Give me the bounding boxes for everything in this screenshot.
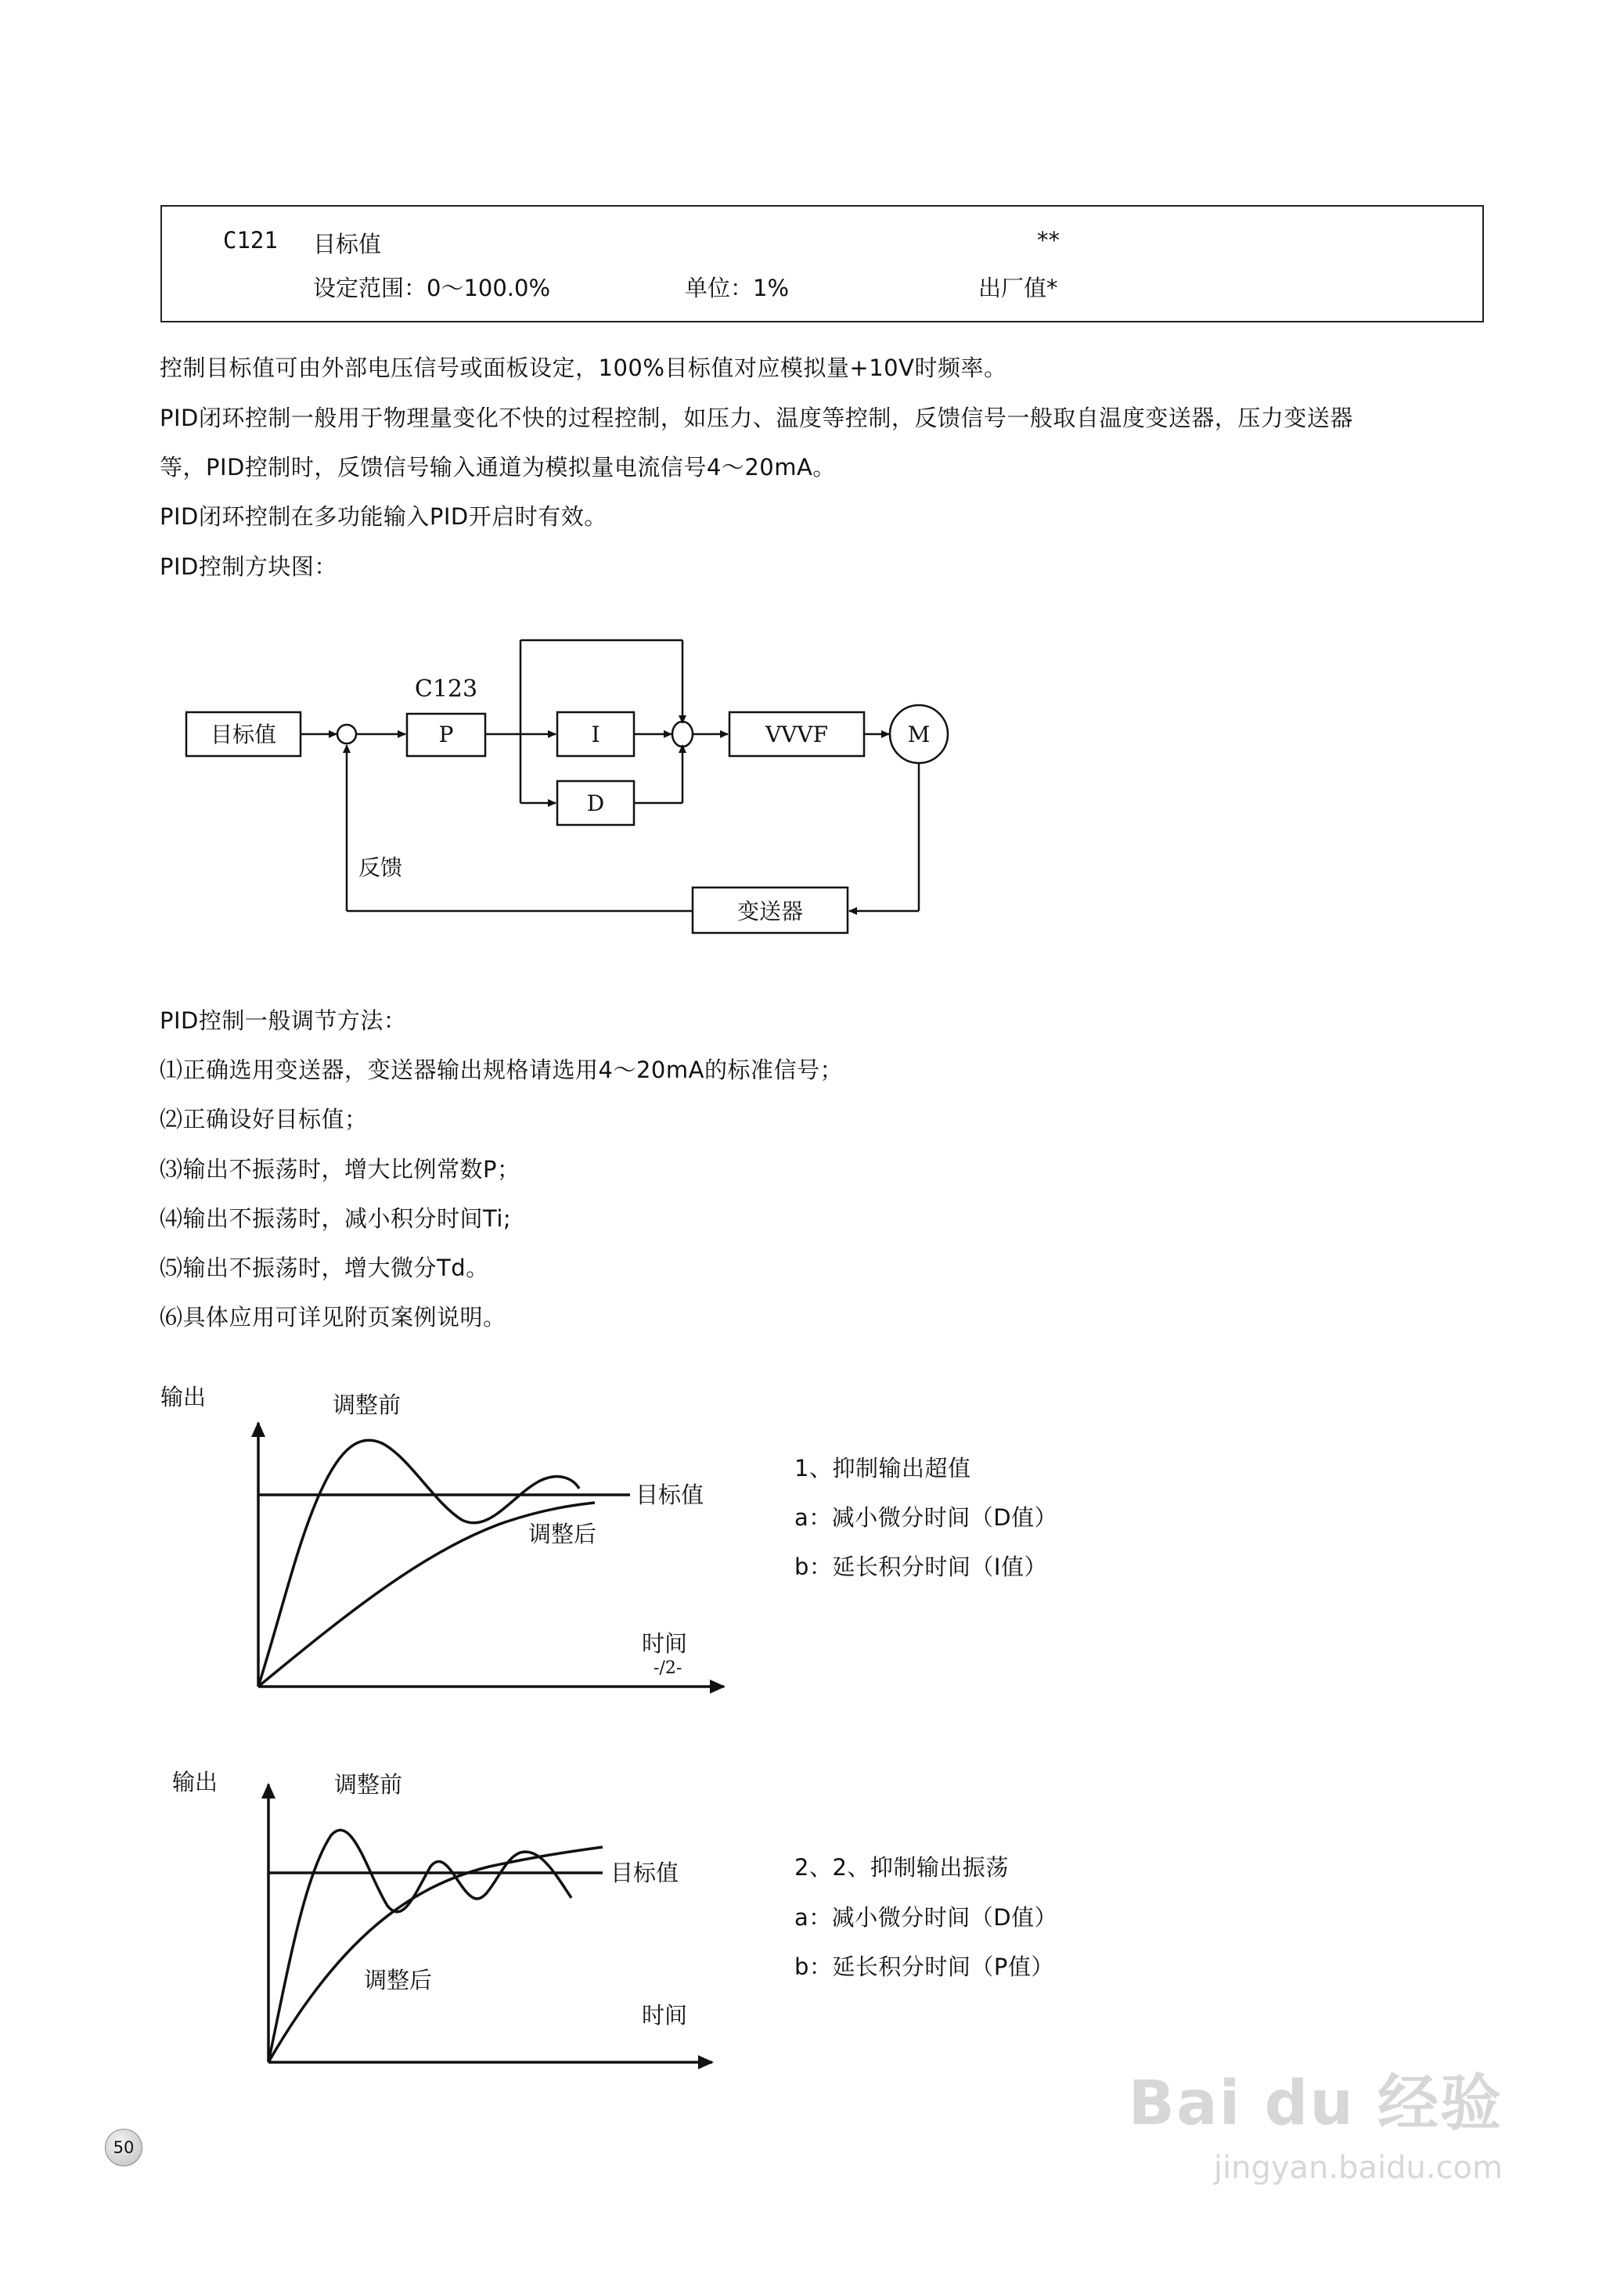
- x-axis-label: 时间: [642, 2002, 688, 2029]
- paragraph: 控制目标值可由外部电压信号或面板设定，100%目标值对应模拟量+10V时频率。: [160, 355, 1007, 381]
- watermark: [1129, 2054, 1503, 2186]
- parameter-box: [160, 205, 1484, 322]
- vvvf-label: VVVF: [765, 722, 829, 747]
- x-axis-label: 时间: [642, 1630, 688, 1657]
- method-item: ⑴正确选用变送器，变送器输出规格请选用4～20mA的标准信号；: [160, 1057, 843, 1083]
- method-title: PID控制一般调节方法：: [160, 1007, 407, 1034]
- param-code: C121: [223, 227, 278, 254]
- after-label: 调整后: [364, 1967, 433, 1993]
- i-label: I: [591, 722, 600, 747]
- param-default: 出厂值*: [978, 275, 1058, 301]
- param-range: 设定范围：0～100.0%: [313, 275, 551, 301]
- graph2-note: 2、2、抑制输出振荡: [794, 1854, 1009, 1881]
- feedback-label: 反馈: [358, 855, 403, 880]
- graph1-note: 1、抑制输出超值: [794, 1455, 971, 1482]
- param-flag: **: [1037, 227, 1060, 254]
- page-number: 50: [105, 2129, 142, 2166]
- after-label: 调整后: [528, 1521, 597, 1547]
- target-label: 目标值: [210, 722, 277, 747]
- before-curve: [268, 1830, 571, 2062]
- param-name: 目标值: [313, 231, 382, 257]
- param-c123-label: C123: [414, 675, 478, 703]
- motor-label: M: [907, 722, 931, 747]
- param-unit: 单位：1%: [685, 275, 790, 301]
- method-item: ⑹具体应用可详见附页案例说明。: [160, 1304, 506, 1330]
- p-label: P: [438, 722, 454, 747]
- paragraph: PID闭环控制在多功能输入PID开启时有效。: [160, 503, 607, 530]
- paragraph: PID控制方块图：: [160, 553, 337, 580]
- watermark-url: jingyan.baidu.com: [1213, 2150, 1503, 2186]
- y-axis-label: 输出: [172, 1769, 218, 1795]
- watermark-brand: Bai du 经验: [1128, 2069, 1503, 2139]
- summing-junction: [337, 725, 356, 744]
- target-label: 目标值: [636, 1482, 704, 1508]
- graph2-note: b：延长积分时间（P值）: [794, 1953, 1054, 1980]
- paragraph: PID闭环控制一般用于物理量变化不快的过程控制，如压力、温度等控制，反馈信号一般取自温度变送器，压力变送器: [160, 405, 1353, 431]
- before-label: 调整前: [333, 1392, 401, 1418]
- y-axis-label: 输出: [160, 1384, 207, 1410]
- graph2-note: a：减小微分时间（D值）: [794, 1904, 1058, 1931]
- before-curve: [258, 1440, 579, 1687]
- target-label: 目标值: [610, 1860, 679, 1886]
- d-label: D: [586, 790, 605, 816]
- pid-block-diagram: [157, 618, 986, 970]
- method-item: ⑶输出不振荡时，增大比例常数P；: [160, 1156, 520, 1183]
- method-item: ⑸输出不振荡时，增大微分Td。: [160, 1255, 489, 1281]
- axis-mark: -/2-: [654, 1658, 682, 1678]
- summing-junction: [672, 722, 693, 747]
- method-item: ⑵正确设好目标值；: [160, 1106, 368, 1132]
- graph1-note: b：延长积分时间（I值）: [794, 1554, 1047, 1580]
- graph1-note: a：减小微分时间（D值）: [794, 1504, 1058, 1531]
- paragraph: 等，PID控制时，反馈信号输入通道为模拟量电流信号4～20mA。: [160, 454, 836, 481]
- response-graph-overshoot: [153, 1377, 763, 1706]
- before-label: 调整前: [334, 1771, 403, 1798]
- transmitter-label: 变送器: [736, 898, 804, 924]
- response-graph-oscillation: [153, 1757, 763, 2086]
- method-item: ⑷输出不振荡时，减小积分时间Ti;: [160, 1205, 512, 1232]
- after-curve: [268, 1847, 603, 2062]
